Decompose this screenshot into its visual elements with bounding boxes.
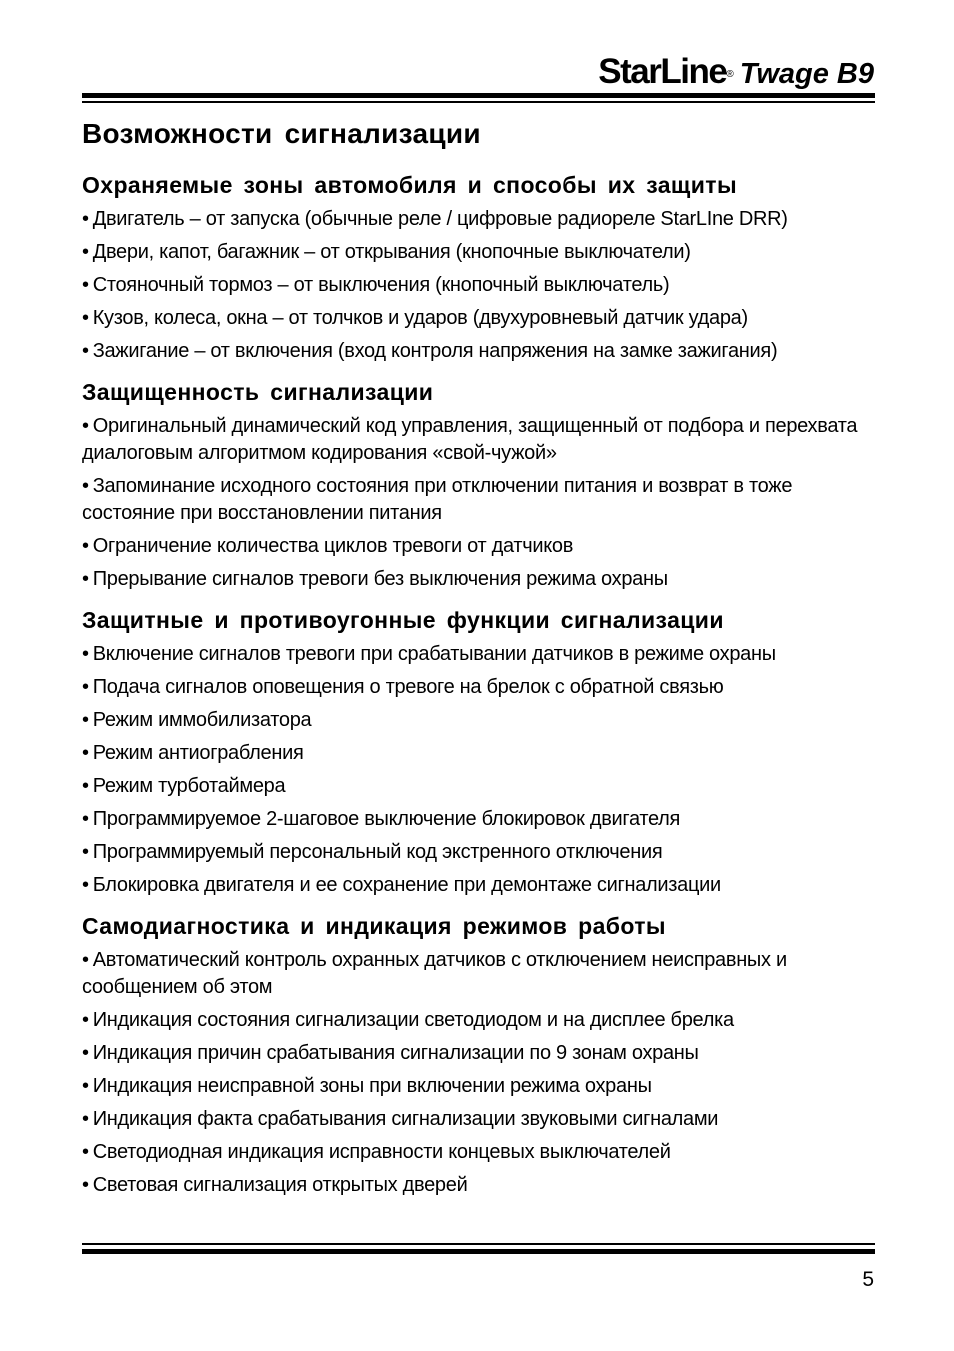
list-item-text: Оригинальный динамический код управления, защищенный от подбора и перехвата диалоговым алгоритмом кодирования «свой-чужой» <box>82 415 858 464</box>
list-item-text: Режим иммобилизатора <box>92 709 312 731</box>
section-title: Защищенность сигнализации <box>82 379 434 405</box>
footer-rule-thick <box>82 1249 875 1254</box>
bullet-icon: • <box>82 241 89 263</box>
list-item-text: Блокировка двигателя и ее сохранение при демонтаже сигнализации <box>92 874 721 896</box>
bullet-icon: • <box>82 475 89 497</box>
list-item <box>82 773 877 800</box>
section-title: Защитные и противоугонные функции сигнализации <box>82 607 724 633</box>
section <box>82 170 877 365</box>
bullet-icon: • <box>82 643 89 665</box>
list-item-text: Световая сигнализация открытых дверей <box>92 1174 468 1196</box>
list-item <box>82 206 877 233</box>
model-name: Twage B9 <box>739 58 874 90</box>
list-item-text: Индикация причин срабатывания сигнализации по 9 зонам охраны <box>92 1042 699 1064</box>
bullet-icon: • <box>82 841 89 863</box>
list-item-text: Ограничение количества циклов тревоги от датчиков <box>92 535 574 557</box>
list-item-text: Двери, капот, багажник – от открывания (кнопочные выключатели) <box>92 241 691 263</box>
bullet-icon: • <box>82 568 89 590</box>
list-item <box>82 740 877 767</box>
bullet-icon: • <box>82 775 89 797</box>
bullet-icon: • <box>82 535 89 557</box>
list-item <box>82 641 877 668</box>
list-item <box>82 338 877 365</box>
list-item <box>82 806 877 833</box>
section-title: Охраняемые зоны автомобиля и способы их защиты <box>82 172 737 198</box>
list-item-text: Кузов, колеса, окна – от толчков и ударов (двухуровневый датчик удара) <box>92 307 748 329</box>
bullet-icon: • <box>82 949 89 971</box>
list-item <box>82 839 877 866</box>
bullet-icon: • <box>82 742 89 764</box>
bullet-icon: • <box>82 1042 89 1064</box>
bullet-icon: • <box>82 340 89 362</box>
bullet-list <box>82 947 877 1199</box>
section <box>82 377 877 593</box>
page-header <box>0 52 954 92</box>
bullet-icon: • <box>82 274 89 296</box>
registered-mark: ® <box>726 68 734 80</box>
starline-logo: StarLine <box>598 52 727 91</box>
list-item <box>82 473 877 527</box>
list-item-text: Режим антиограбления <box>92 742 304 764</box>
list-item <box>82 566 877 593</box>
bullet-icon: • <box>82 1174 89 1196</box>
list-item-text: Светодиодная индикация исправности концевых выключателей <box>92 1141 671 1163</box>
list-item <box>82 413 877 467</box>
list-item-text: Режим турботаймера <box>92 775 286 797</box>
list-item <box>82 674 877 701</box>
list-item <box>82 239 877 266</box>
bullet-icon: • <box>82 1075 89 1097</box>
list-item <box>82 1172 877 1199</box>
list-item <box>82 1106 877 1133</box>
list-item-text: Индикация факта срабатывания сигнализации звуковыми сигналами <box>92 1108 719 1130</box>
list-item-text: Индикация неисправной зоны при включении режима охраны <box>92 1075 652 1097</box>
list-item <box>82 1073 877 1100</box>
list-item <box>82 1007 877 1034</box>
list-item-text: Двигатель – от запуска (обычные реле / цифровые радиореле StarLIne DRR) <box>92 208 788 230</box>
list-item-text: Включение сигналов тревоги при срабатывании датчиков в режиме охраны <box>92 643 776 665</box>
list-item-text: Запоминание исходного состояния при отключении питания и возврат в тоже состояние при восстановлении питания <box>82 475 793 524</box>
bullet-icon: • <box>82 307 89 329</box>
bullet-icon: • <box>82 1141 89 1163</box>
section <box>82 605 877 899</box>
bullet-icon: • <box>82 415 89 437</box>
bullet-icon: • <box>82 1108 89 1130</box>
page-content <box>82 116 877 1211</box>
section-title: Самодиагностика и индикация режимов работы <box>82 913 666 939</box>
list-item <box>82 533 877 560</box>
page-title: Возможности сигнализации <box>82 118 481 149</box>
bullet-list <box>82 641 877 899</box>
bullet-icon: • <box>82 208 89 230</box>
bullet-icon: • <box>82 874 89 896</box>
bullet-list <box>82 206 877 365</box>
header-rule-thick <box>82 93 875 98</box>
bullet-icon: • <box>82 676 89 698</box>
list-item <box>82 1139 877 1166</box>
list-item-text: Подача сигналов оповещения о тревоге на брелок с обратной связью <box>92 676 724 698</box>
list-item-text: Программируемый персональный код экстренного отключения <box>92 841 663 863</box>
list-item <box>82 272 877 299</box>
list-item-text: Зажигание – от включения (вход контроля напряжения на замке зажигания) <box>92 340 778 362</box>
page-number: 5 <box>862 1268 874 1291</box>
list-item <box>82 872 877 899</box>
bullet-icon: • <box>82 709 89 731</box>
list-item <box>82 707 877 734</box>
bullet-icon: • <box>82 808 89 830</box>
list-item-text: Прерывание сигналов тревоги без выключения режима охраны <box>92 568 668 590</box>
header-rule-thin <box>82 101 875 103</box>
list-item <box>82 1040 877 1067</box>
list-item-text: Программируемое 2-шаговое выключение блокировок двигателя <box>92 808 681 830</box>
brand-block <box>598 52 874 99</box>
list-item-text: Индикация состояния сигнализации светодиодом и на дисплее брелка <box>92 1009 734 1031</box>
footer-rule-thin <box>82 1243 875 1245</box>
bullet-list <box>82 413 877 593</box>
bullet-icon: • <box>82 1009 89 1031</box>
list-item-text: Стояночный тормоз – от выключения (кнопочный выключатель) <box>92 274 670 296</box>
list-item-text: Автоматический контроль охранных датчиков с отключением неисправных и сообщением об этом <box>82 949 787 998</box>
sections-container <box>82 170 877 1199</box>
list-item <box>82 305 877 332</box>
section <box>82 911 877 1199</box>
list-item <box>82 947 877 1001</box>
